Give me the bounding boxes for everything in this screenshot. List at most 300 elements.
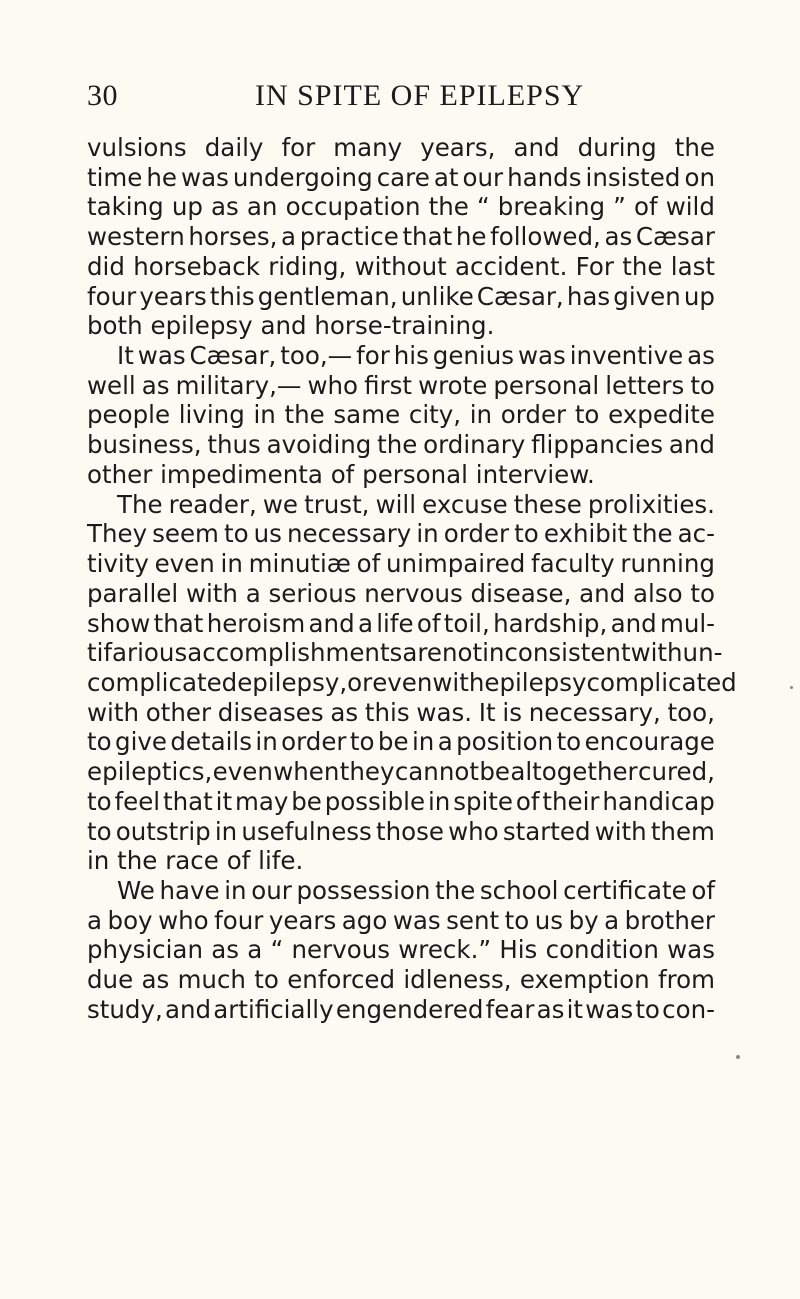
word: epileptics,	[87, 757, 213, 787]
word: was	[667, 935, 715, 965]
word: con-	[662, 994, 715, 1024]
text-line	[87, 549, 715, 579]
word: us	[534, 905, 564, 935]
word: wreck.”	[398, 935, 492, 965]
word: to	[690, 578, 715, 608]
word: without	[354, 251, 447, 281]
word: toil,	[443, 608, 490, 638]
word: four	[214, 905, 264, 935]
text-line	[87, 579, 715, 609]
word: tifarious	[87, 638, 188, 668]
word: ac-	[677, 519, 715, 549]
word: necessary	[287, 519, 412, 549]
word: sent	[446, 905, 500, 935]
word: insisted	[585, 162, 681, 192]
word: much	[177, 965, 246, 995]
word: it	[215, 786, 233, 816]
word: altogether	[510, 757, 638, 787]
word: a	[281, 222, 297, 252]
word: too,—	[280, 341, 353, 371]
word: They	[87, 519, 148, 549]
word: accomplishments	[187, 638, 403, 668]
text-line	[87, 490, 715, 520]
word: engendered	[335, 994, 484, 1024]
word: people	[87, 400, 171, 430]
word: years	[268, 905, 337, 935]
word: ago	[341, 905, 388, 935]
word: feel	[114, 786, 161, 816]
word: complicated	[87, 667, 238, 697]
word: that	[153, 608, 204, 638]
word: gentleman,	[257, 281, 398, 311]
word: breaking	[497, 192, 606, 222]
word: and	[610, 608, 657, 638]
word: to	[87, 727, 112, 757]
word: outstrip	[115, 816, 211, 846]
word: usefulness	[241, 816, 372, 846]
text-line	[87, 906, 715, 936]
word: up	[171, 192, 203, 222]
word: nervous	[364, 578, 463, 608]
word: to	[223, 519, 249, 549]
word: with	[630, 638, 683, 668]
word: It	[478, 697, 496, 727]
word: in	[87, 846, 110, 876]
word: accident.	[455, 251, 568, 281]
word: was	[181, 162, 229, 192]
text-line	[87, 311, 715, 341]
word: physician	[87, 935, 203, 965]
word: necessary,	[528, 697, 661, 727]
word: even	[154, 549, 215, 579]
word: on	[684, 162, 715, 192]
text-line	[87, 846, 715, 876]
word: western	[87, 222, 185, 252]
text-line	[87, 430, 715, 460]
word: as	[604, 222, 633, 252]
text-line	[87, 995, 715, 1025]
word: an	[246, 192, 278, 222]
word: serious	[268, 578, 357, 608]
word: flippancies	[531, 430, 664, 460]
word: running	[620, 549, 715, 579]
word: and	[164, 994, 212, 1024]
text-line	[87, 133, 715, 163]
text-line	[87, 192, 715, 222]
page-number: 30	[87, 79, 118, 112]
word: un-	[682, 638, 723, 668]
text-line	[87, 787, 715, 817]
word: ”	[613, 192, 626, 222]
word: that	[162, 786, 213, 816]
text-line	[87, 817, 715, 847]
word: cured,	[638, 757, 715, 787]
text-line	[87, 371, 715, 401]
word: city,	[408, 400, 462, 430]
word: as	[141, 965, 170, 995]
word: It	[117, 341, 134, 371]
word: order	[281, 727, 347, 757]
word: wild	[665, 192, 715, 222]
word: epilepsy	[150, 311, 253, 341]
word: “	[270, 935, 284, 965]
text-line	[87, 460, 715, 490]
word: us	[253, 519, 282, 549]
word: Cæsar,	[189, 341, 277, 371]
word: details	[170, 727, 252, 757]
word: possession	[296, 875, 431, 905]
running-head	[87, 74, 707, 118]
word: hands	[507, 162, 582, 192]
word: the	[674, 133, 715, 162]
word: occupation	[285, 192, 421, 222]
text-line	[87, 252, 715, 282]
word: to	[635, 994, 660, 1024]
word: he	[146, 162, 177, 192]
word: they	[339, 757, 395, 787]
word: seem	[152, 519, 219, 549]
word: military,—	[175, 370, 302, 400]
word: when	[273, 757, 340, 787]
word: interview.	[475, 459, 595, 489]
word: his	[393, 341, 429, 371]
word: cannot	[394, 757, 479, 787]
word: handicap	[602, 786, 715, 816]
word: parallel	[87, 578, 179, 608]
word: well	[87, 370, 136, 400]
word: the	[117, 846, 158, 876]
word: unimpaired	[386, 549, 526, 579]
word: a	[245, 578, 261, 608]
word: heroism	[206, 608, 306, 638]
word: life.	[258, 846, 304, 876]
word: due	[87, 965, 134, 995]
word: business,	[87, 430, 202, 460]
word: other	[145, 697, 212, 727]
word: in	[427, 786, 451, 816]
word: exemption	[519, 965, 650, 995]
word: these	[513, 489, 582, 519]
word: excuse	[422, 489, 508, 519]
word: For	[575, 251, 614, 281]
word: during	[577, 133, 657, 162]
word: to	[87, 786, 112, 816]
word: many	[333, 133, 403, 162]
word: with	[432, 667, 485, 697]
word: was	[392, 905, 441, 935]
word: living	[178, 400, 245, 430]
word: may	[234, 786, 289, 816]
text-line	[87, 519, 715, 549]
word: our	[462, 162, 504, 192]
word: practice	[299, 222, 399, 252]
word: diseases	[217, 697, 324, 727]
word: personal	[362, 459, 468, 489]
word: by	[568, 905, 599, 935]
text-line	[87, 282, 715, 312]
word: avoiding	[266, 430, 372, 460]
word: as	[330, 697, 359, 727]
word: as	[211, 192, 239, 222]
word: riding,	[268, 251, 347, 281]
word: he	[455, 222, 487, 252]
word: The	[117, 489, 163, 519]
word: up	[683, 281, 715, 311]
word: complicated	[586, 667, 737, 697]
word: other	[87, 459, 153, 489]
text-line	[87, 667, 737, 698]
word: order	[500, 400, 567, 430]
text-line	[87, 965, 715, 995]
word: first	[364, 370, 412, 400]
word: tivity	[87, 549, 149, 579]
text-line	[87, 400, 715, 430]
text-line	[87, 876, 715, 906]
word: was	[517, 341, 566, 371]
word: those	[375, 816, 444, 846]
word: of	[330, 459, 355, 489]
word: boy	[107, 905, 153, 935]
word: in	[469, 400, 493, 430]
word: the	[622, 251, 663, 281]
word: will	[375, 489, 417, 519]
word: His	[499, 935, 538, 965]
word: certificate	[563, 875, 687, 905]
word: was	[585, 994, 634, 1024]
word: daily	[204, 133, 264, 162]
word: with	[594, 816, 647, 846]
word: epilepsy,	[237, 667, 348, 697]
word: to	[556, 727, 582, 757]
word: condition	[545, 935, 659, 965]
word: ordinary	[423, 430, 526, 460]
word: horse-training.	[314, 311, 495, 341]
word: Cæsar,	[476, 281, 564, 311]
text-line	[87, 609, 715, 639]
word: with	[87, 697, 139, 727]
word: this	[209, 281, 255, 311]
word: exhibit	[543, 519, 628, 549]
word: inconsistent	[482, 638, 631, 668]
word: has	[566, 281, 611, 311]
word: years,	[420, 133, 496, 162]
word: started	[502, 816, 591, 846]
word: given	[613, 281, 681, 311]
word: study,	[87, 994, 163, 1024]
word: the	[428, 192, 469, 222]
word: order	[443, 519, 510, 549]
word: the	[632, 519, 673, 549]
word: a	[604, 905, 620, 935]
word: and	[513, 133, 560, 162]
word: impedimenta	[160, 459, 323, 489]
word: to	[504, 905, 530, 935]
word: thus	[207, 430, 261, 460]
word: time	[87, 162, 143, 192]
word: who	[307, 370, 359, 400]
word: give	[115, 727, 167, 757]
word: nervous	[291, 935, 390, 965]
text-line	[87, 163, 715, 193]
word: care	[376, 162, 430, 192]
word: the	[284, 400, 325, 430]
word: as	[536, 994, 565, 1024]
word: encourage	[584, 727, 715, 757]
word: race	[165, 846, 219, 876]
word: fear	[485, 994, 535, 1024]
text-line	[87, 222, 715, 252]
word: our	[251, 875, 292, 905]
word: brother	[624, 905, 715, 935]
word: mul-	[659, 608, 715, 638]
word: to	[574, 400, 600, 430]
word: a	[87, 905, 103, 935]
word: for	[356, 341, 390, 371]
word: to	[690, 370, 715, 400]
body-text	[87, 133, 737, 1025]
word: their	[542, 786, 600, 816]
word: enforced	[287, 965, 396, 995]
word: expedite	[608, 400, 715, 430]
word: to	[254, 965, 279, 995]
word: this	[364, 697, 410, 727]
word: them	[650, 816, 715, 846]
word: trust,	[304, 489, 370, 519]
word: of	[416, 608, 441, 638]
text-line	[87, 727, 715, 757]
word: and	[668, 430, 715, 460]
word: last	[670, 251, 715, 281]
word: same	[333, 400, 401, 430]
word: the	[435, 875, 476, 905]
word: life	[376, 608, 414, 638]
word: We	[117, 875, 155, 905]
word: even	[212, 757, 273, 787]
word: followed,	[490, 222, 601, 252]
word: or	[347, 667, 373, 697]
word: reader,	[168, 489, 257, 519]
word: in	[253, 400, 276, 430]
word: disease,	[470, 578, 572, 608]
word: was	[137, 341, 186, 371]
text-line	[87, 757, 715, 787]
word: vulsions	[87, 133, 187, 162]
word: horseback	[133, 251, 260, 281]
word: and	[308, 608, 355, 638]
word: as	[141, 370, 170, 400]
text-line	[87, 638, 723, 668]
word: genius	[432, 341, 515, 371]
word: to	[514, 519, 539, 549]
running-title: IN SPITE OF EPILEPSY	[255, 79, 585, 112]
word: in	[416, 519, 439, 549]
word: both	[87, 311, 143, 341]
word: the	[377, 430, 418, 460]
word: be	[479, 757, 510, 787]
paper-speck	[790, 686, 793, 689]
word: from	[657, 965, 715, 995]
word: faculty	[531, 549, 615, 579]
word: and	[260, 311, 307, 341]
word: school	[479, 875, 559, 905]
word: too,	[667, 697, 715, 727]
word: position	[456, 727, 554, 757]
word: artificially	[213, 994, 334, 1024]
word: unlike	[400, 281, 474, 311]
word: a	[437, 727, 453, 757]
word: we	[262, 489, 298, 519]
word: taking	[87, 192, 164, 222]
word: spite	[453, 786, 513, 816]
word: of	[633, 192, 658, 222]
word: idleness,	[403, 965, 512, 995]
word: hardship,	[493, 608, 608, 638]
word: it	[566, 994, 584, 1024]
word: in	[411, 727, 435, 757]
word: and	[579, 578, 626, 608]
word: at	[433, 162, 459, 192]
word: prolixities.	[587, 489, 715, 519]
word: epilepsy	[484, 667, 587, 697]
word: in	[255, 727, 278, 757]
word: inventive	[569, 341, 684, 371]
word: minutiæ	[248, 549, 351, 579]
word: to	[87, 816, 112, 846]
word: of	[226, 846, 251, 876]
word: years	[139, 281, 207, 311]
word: for	[281, 133, 316, 162]
word: of	[356, 549, 381, 579]
word: of	[691, 875, 715, 905]
word: are	[402, 638, 442, 668]
word: possible	[324, 786, 426, 816]
word: have	[159, 875, 220, 905]
word: was.	[416, 697, 473, 727]
word: that	[402, 222, 453, 252]
word: also	[633, 578, 683, 608]
word: personal	[493, 370, 600, 400]
word: as	[211, 935, 240, 965]
word: is	[502, 697, 522, 727]
word: a	[247, 935, 263, 965]
word: undergoing	[232, 162, 373, 192]
text-line	[87, 935, 715, 965]
word: even	[372, 667, 433, 697]
word: a	[357, 608, 373, 638]
paper-speck	[736, 1055, 740, 1059]
word: Cæsar	[635, 222, 715, 252]
word: in	[214, 816, 238, 846]
word: show	[87, 608, 151, 638]
word: be	[291, 786, 322, 816]
word: with	[185, 578, 238, 608]
word: as	[687, 341, 715, 371]
word: in	[220, 549, 243, 579]
word: did	[87, 251, 125, 281]
word: four	[87, 281, 137, 311]
word: horses,	[188, 222, 278, 252]
word: not	[441, 638, 483, 668]
text-line	[87, 698, 715, 728]
word: who	[448, 816, 499, 846]
word: of	[515, 786, 540, 816]
word: in	[224, 875, 247, 905]
word: who	[158, 905, 209, 935]
word: letters	[605, 370, 685, 400]
text-line	[87, 341, 715, 371]
word: to	[349, 727, 375, 757]
word: “	[476, 192, 490, 222]
